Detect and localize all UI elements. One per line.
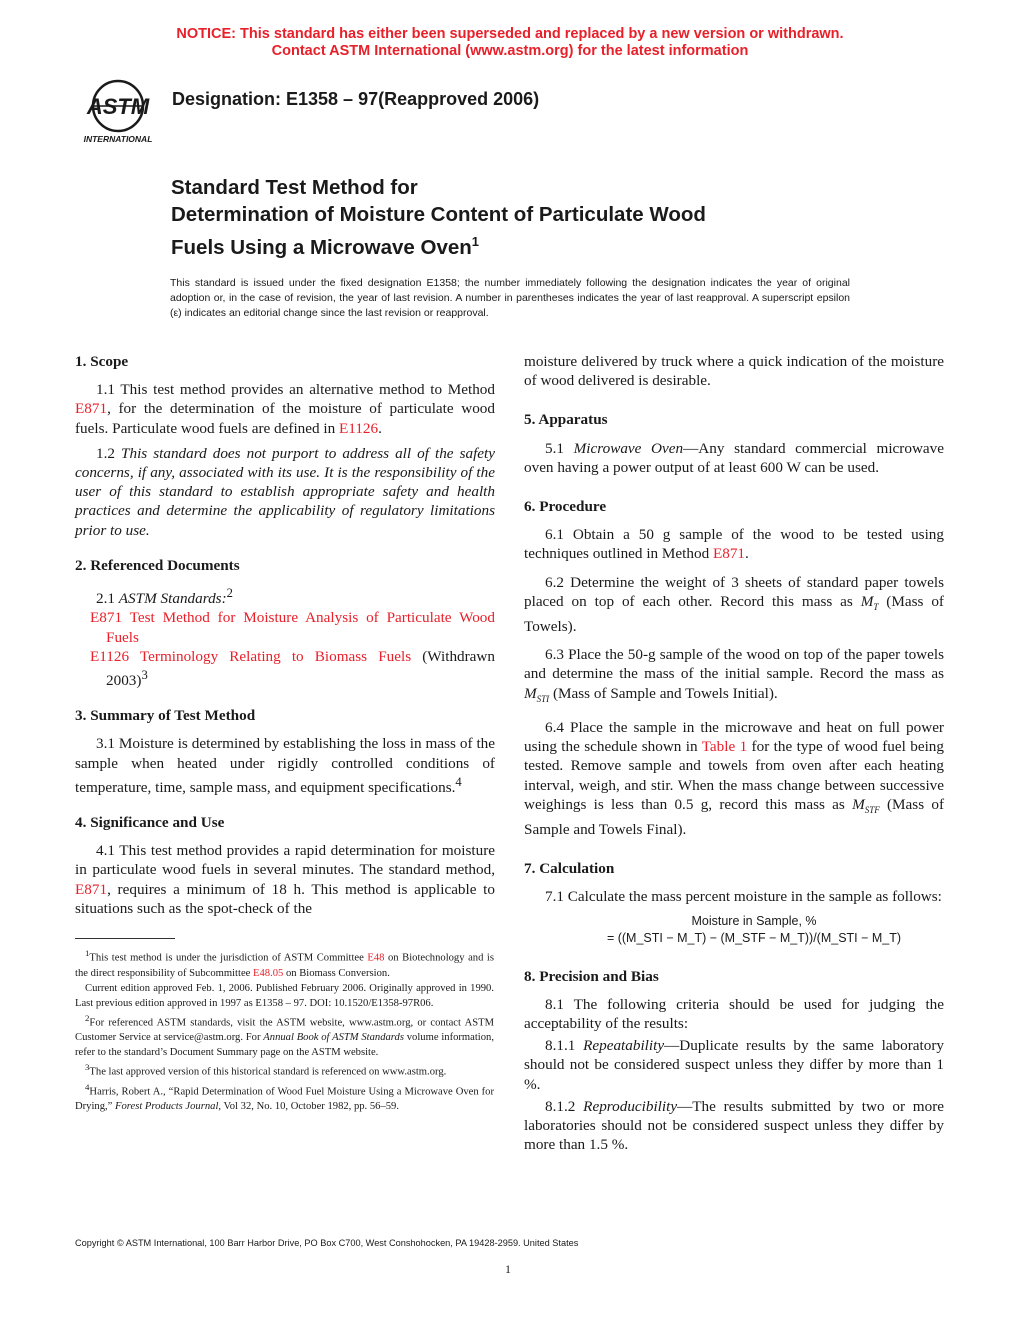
designation: Designation: E1358 – 97(Reapproved 2006) [172, 89, 540, 109]
footnote-2-italic: Annual Book of ASTM Standards [263, 1032, 404, 1044]
para-3-1 [75, 734, 495, 797]
ref-e871-title[interactable]: Test Method for Moisture Analysis of Particulate Wood Fuels [106, 609, 495, 646]
title-line-1: Standard Test Method for [171, 176, 418, 199]
para-1-1 [75, 380, 495, 438]
para-5-1 [524, 439, 944, 477]
footnote-2-text-b: volume information, refer to the standard’s Document Summary page on the ASTM website. [75, 1032, 494, 1059]
notice-line-1: NOTICE: This standard has either been superseded and replaced by a new version or withdrawn. [176, 26, 844, 42]
title-line-2: Determination of Moisture Content of Particulate Wood [171, 203, 706, 226]
astm-logo [72, 78, 164, 146]
para-8-1-2-num: 8.1.2 [545, 1097, 584, 1115]
para-6-1 [524, 525, 944, 563]
ref-e1126-sup: 3 [141, 667, 148, 682]
para-1-2-num: 1.2 [96, 444, 122, 462]
section-6-heading: 6. Procedure [524, 498, 607, 516]
equation-body: = ((M_STI − M_T) − (M_STF − M_T))/(M_STI − M_T) [606, 930, 902, 945]
footnote-4-mark: 4 [85, 1081, 90, 1092]
para-5-1-text: —Any standard commercial microwave oven having a power output of at least 600 W can be used. [524, 439, 944, 476]
section-1-heading: 1. Scope [75, 353, 129, 370]
footnote-4 [75, 1080, 494, 1115]
link-e871[interactable]: E871 [75, 400, 108, 418]
para-8-1-1-text: —Duplicate results by the same laboratory should not be considered suspect unless they differ by more than 1 %. [524, 1037, 944, 1093]
section-4-heading: 4. Significance and Use [75, 814, 225, 832]
symbol-m-stf: M [852, 795, 865, 813]
para-6-1-text-b: . [745, 545, 749, 563]
logo-text: ASTM [86, 94, 150, 119]
footnote-3-text: The last approved version of this historical standard is referenced on www.astm.org. [89, 1066, 447, 1078]
para-8-1-2 [524, 1097, 944, 1155]
footnote-4-text-b: , Vol 32, No. 10, October 1982, pp. 56–59. [218, 1101, 399, 1113]
para-4-1-text-a: 4.1 This test method provides a rapid determination for moisture in particulate wood fuels in several minutes. The standard method, [75, 842, 495, 879]
title-line-3 [171, 228, 871, 261]
para-8-1-2-term: Reproducibility [583, 1097, 678, 1115]
link-e871-2[interactable]: E871 [75, 880, 108, 898]
withdrawal-notice [0, 26, 1020, 60]
para-8-1-2-text: —The results submitted by two or more laboratories should not be considered suspect unless they differ by more than 1.5 %. [524, 1097, 945, 1154]
astm-logo-icon [72, 78, 164, 146]
para-4-1-continued: moisture delivered by truck where a quick indication of the moisture of wood delivered is desirable. [524, 353, 944, 390]
para-6-4-text-c: (Mass of Sample and Towels Final). [524, 795, 944, 838]
left-column [75, 352, 495, 918]
ref-e1126-tail: (Withdrawn 2003) [106, 647, 495, 689]
para-1-1-text-a: 1.1 This test method provides an alternative method to Method [96, 381, 495, 399]
para-1-2-text: This standard does not purport to address all of the safety concerns, if any, associated with its use. It is the responsibility of the user of this standard to establish appropriate safety and health practices and determine the applicability of regulatory limitations prior to use. [75, 444, 496, 539]
para-6-2-text-a: 6.2 Determine the weight of 3 sheets of standard paper towels placed on top of each other. Record this mass as [524, 573, 944, 610]
section-7-heading: 7. Calculation [524, 860, 615, 878]
footnote-3-mark: 3 [85, 1062, 90, 1073]
footnote-1-text-b: on Biotechnology and is the direct responsibility of Subcommittee [75, 952, 494, 979]
link-e48-05[interactable]: E48.05 [253, 967, 284, 979]
para-2-1-num: 2.1 [96, 590, 119, 608]
symbol-m-stf-sub: STF [864, 804, 880, 815]
link-e871-3[interactable]: E871 [712, 545, 746, 563]
footnote-4-text-a: Harris, Robert A., “Rapid Determination of Wood Fuel Moisture Using a Microwave Oven for Drying,” [75, 1086, 494, 1113]
footnote-2-mark: 2 [85, 1012, 90, 1023]
para-7-1: 7.1 Calculate the mass percent moisture in the sample as follows: [545, 888, 942, 906]
reference-e1126 [75, 647, 495, 690]
equation-label: Moisture in Sample, % [691, 913, 817, 928]
footnote-1-text-a: This test method is under the jurisdiction of ASTM Committee [89, 952, 368, 964]
section-2-heading: 2. Referenced Documents [75, 556, 240, 574]
para-6-1-text-a: 6.1 Obtain a 50 g sample of the wood to be tested using techniques outlined in Method [524, 526, 944, 563]
footnote-1-edition: Current edition approved Feb. 1, 2006. Published February 2006. Originally approved in 1990. Last previous edition approved in 1997 as E1358 – 97. DOI: 10.1520/E1358-97R06. [75, 982, 494, 1009]
section-3-heading: 3. Summary of Test Method [75, 707, 256, 725]
right-column [524, 352, 944, 1154]
para-5-1-term: Microwave Oven [573, 439, 684, 457]
para-6-4 [524, 718, 944, 839]
ref-e1126-code[interactable]: E1126 [90, 647, 130, 665]
para-8-1-1-num: 8.1.1 [545, 1037, 584, 1055]
footnote-2 [75, 1011, 494, 1061]
section-8-heading: 8. Precision and Bias [524, 967, 659, 985]
footnote-3 [75, 1060, 494, 1080]
copyright-line: Copyright © ASTM International, 100 Barr Harbor Drive, PO Box C700, West Conshohocken, PA 19428-2959. United States [75, 1238, 579, 1248]
para-2-1 [75, 584, 495, 608]
para-8-1: 8.1 The following criteria should be used for judging the acceptability of the results: [524, 995, 944, 1032]
footnotes [75, 946, 494, 1114]
para-6-2 [524, 573, 944, 637]
link-table-1[interactable]: Table 1 [701, 738, 748, 756]
section-5-heading: 5. Apparatus [524, 411, 608, 429]
para-6-4-text-a: 6.4 Place the sample in the microwave and heat on full power using the schedule shown in [524, 718, 944, 756]
footnote-2-text-a: For referenced ASTM standards, visit the ASTM website, www.astm.org, or contact ASTM Customer Service at service@astm.org. For [75, 1017, 494, 1044]
symbol-m-t-sub: T [873, 601, 879, 612]
symbol-m-t: M [860, 592, 874, 610]
page-number: 1 [505, 1262, 511, 1276]
para-6-3-text-b: (Mass of Sample and Towels Initial). [549, 684, 778, 702]
ref-e1126-title[interactable]: Terminology Relating to Biomass Fuels [129, 647, 412, 665]
title-footnote-mark: 1 [471, 234, 479, 249]
para-1-2 [75, 444, 495, 540]
para-2-1-text: ASTM Standards: [118, 590, 227, 608]
para-6-4-text-b: for the type of wood fuel being tested. Remove sample and towels from oven after each heating interval, weigh, and stir. When the mass change between successive weighings is less than 0.5 g, record this mass as [524, 738, 944, 813]
para-4-1-text-b: , requires a minimum of 18 h. This method is applicable to situations such as the spot-check of the [75, 880, 495, 917]
para-6-3-text-a: 6.3 Place the 50-g sample of the wood on top of the paper towels and determine the mass of the initial sample. Record the mass as [524, 646, 944, 683]
ref-e871-code[interactable]: E871 [90, 609, 123, 627]
link-e48[interactable]: E48 [367, 952, 385, 964]
para-1-1-text-c: . [378, 419, 382, 437]
symbol-m-sti-sub: STI [536, 693, 550, 704]
footnote-4-italic: Forest Products Journal [115, 1101, 219, 1113]
logo-subtext: INTERNATIONAL [83, 134, 153, 144]
footnote-rule [75, 938, 175, 939]
para-8-1-1 [524, 1036, 944, 1094]
para-5-1-num: 5.1 [545, 439, 574, 457]
document-title [171, 174, 871, 261]
para-3-1-text: 3.1 Moisture is determined by establishing the loss in mass of the sample when heated under rigidly controlled conditions of temperature, time, sample mass, and equipment specifications. [75, 735, 495, 796]
para-2-1-sup: 2 [226, 586, 233, 601]
link-e1126[interactable]: E1126 [339, 419, 379, 437]
reference-e871 [75, 608, 495, 646]
para-6-3 [524, 645, 944, 709]
para-8-1-1-term: Repeatability [583, 1037, 665, 1055]
para-4-1 [75, 841, 495, 918]
notice-line-2: Contact ASTM International (www.astm.org) for the latest information [271, 43, 749, 59]
para-6-2-text-b: (Mass of Towels). [524, 592, 944, 636]
para-1-1-text-b: , for the determination of the moisture of particulate wood fuels. Particulate wood fuels are defined in [75, 400, 495, 437]
moisture-equation [564, 913, 944, 947]
footnote-1-mark: 1 [85, 948, 90, 958]
footnote-1-text-c: on Biomass Conversion. [283, 967, 390, 979]
intro-statement: This standard is issued under the fixed designation E1358; the number immediately following the designation indicates the year of original adoption or, in the case of revision, the year of last revision. A number in parentheses indicates the year of last reapproval. A superscript epsilon (ε) indicates an editorial change since the last revision or reapproval. [170, 277, 850, 319]
para-3-1-sup: 4 [455, 774, 462, 789]
symbol-m-sti: M [524, 684, 537, 702]
title-line-3-text: Fuels Using a Microwave Oven [171, 235, 472, 259]
footnote-1 [75, 946, 494, 981]
